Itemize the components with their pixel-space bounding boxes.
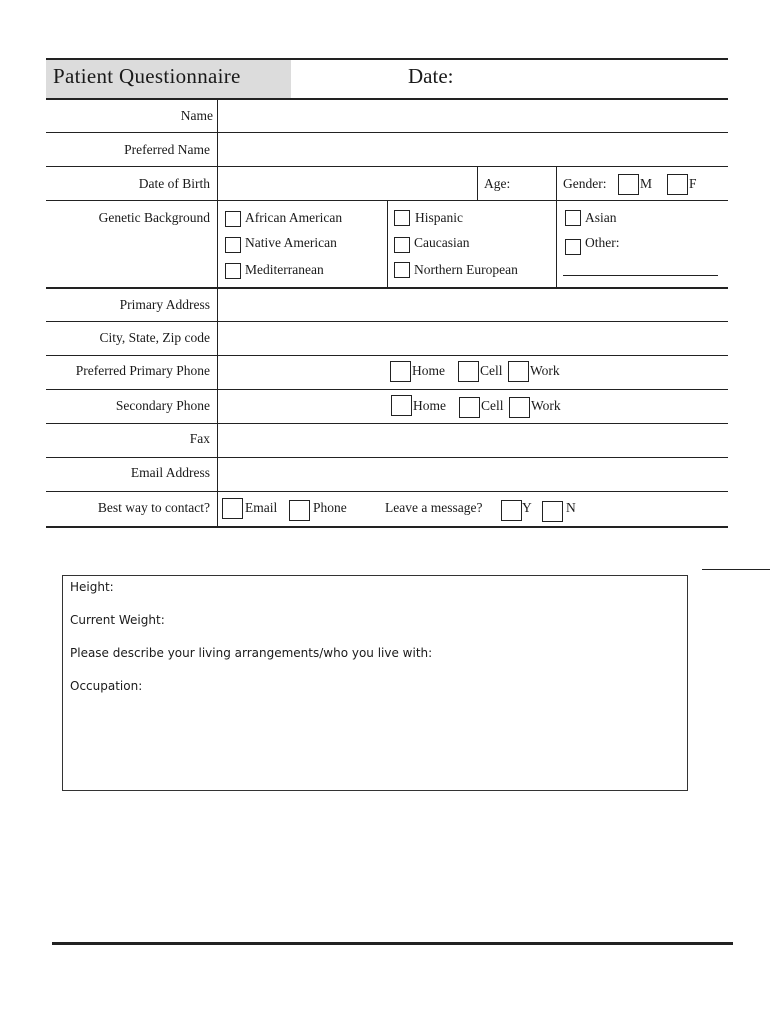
mediterranean-label: Mediterranean (245, 262, 324, 277)
row-divider (46, 355, 728, 356)
row-divider (46, 166, 728, 167)
best-way-contact-label: Best way to contact? (97, 500, 210, 515)
email-input[interactable] (219, 460, 725, 490)
leave-message-label: Leave a message? (385, 500, 483, 515)
native-american-label: Native American (245, 235, 337, 250)
row-divider (46, 321, 728, 322)
leave-message-yes-checkbox[interactable] (501, 500, 522, 521)
primary-phone-cell-checkbox[interactable] (458, 361, 479, 382)
date-label: Date: (408, 64, 454, 88)
occupation-label: Occupation: (70, 679, 143, 693)
secondary-phone-work-checkbox[interactable] (509, 397, 530, 418)
contact-email-label: Email (245, 500, 278, 515)
age-input[interactable] (516, 169, 554, 199)
row-divider (46, 457, 728, 458)
genetic-background-label: Genetic Background (98, 210, 210, 225)
secondary-phone-work-label: Work (531, 398, 561, 413)
gender-divider (556, 166, 557, 288)
page-title: Patient Questionnaire (53, 64, 241, 88)
native-american-checkbox[interactable] (225, 237, 241, 253)
contact-email-checkbox[interactable] (222, 498, 243, 519)
primary-address-input[interactable] (219, 290, 725, 320)
caucasian-label: Caucasian (414, 235, 470, 250)
primary-address-label: Primary Address (119, 297, 210, 312)
details-box (62, 575, 688, 791)
african-american-label: African American (245, 210, 343, 225)
row-divider (46, 423, 728, 424)
gender-f-checkbox[interactable] (667, 174, 688, 195)
row-divider (46, 132, 728, 133)
gender-m-checkbox[interactable] (618, 174, 639, 195)
secondary-phone-label: Secondary Phone (115, 398, 210, 413)
primary-phone-home-checkbox[interactable] (390, 361, 411, 382)
bottom-border (46, 526, 728, 528)
caucasian-checkbox[interactable] (394, 237, 410, 253)
contact-phone-label: Phone (313, 500, 347, 515)
preferred-name-input[interactable] (219, 135, 725, 165)
preferred-name-label: Preferred Name (124, 142, 210, 157)
primary-phone-label: Preferred Primary Phone (75, 363, 210, 378)
city-state-zip-input[interactable] (219, 324, 725, 354)
african-american-checkbox[interactable] (225, 211, 241, 227)
fax-input[interactable] (219, 426, 725, 456)
other-label: Other: (585, 235, 620, 250)
other-input[interactable] (563, 257, 718, 275)
contact-phone-checkbox[interactable] (289, 500, 310, 521)
gender-f-label: F (689, 176, 697, 191)
secondary-phone-input[interactable] (219, 392, 385, 422)
gender-label: Gender: (563, 176, 607, 191)
northern-european-label: Northern European (414, 262, 518, 277)
primary-phone-work-label: Work (530, 363, 560, 378)
northern-european-checkbox[interactable] (394, 262, 410, 278)
email-address-label: Email Address (130, 465, 210, 480)
age-divider (477, 166, 478, 200)
asian-checkbox[interactable] (565, 210, 581, 226)
details-textarea[interactable] (69, 698, 679, 784)
dob-input[interactable] (219, 169, 475, 199)
leave-message-yes-label: Y (522, 500, 532, 515)
primary-phone-cell-label: Cell (480, 363, 503, 378)
living-arrangements-label: Please describe your living arrangements/who you live with: (70, 646, 433, 660)
age-label: Age: (484, 176, 511, 191)
height-label: Height: (70, 580, 114, 594)
secondary-phone-home-label: Home (413, 398, 446, 413)
label-column-divider (217, 99, 218, 527)
top-border (46, 58, 728, 60)
header-divider (46, 98, 728, 100)
genetic-column-divider (387, 200, 388, 288)
hispanic-label: Hispanic (415, 210, 463, 225)
current-weight-label: Current Weight: (70, 613, 165, 627)
footer-rule (52, 942, 733, 945)
primary-phone-home-label: Home (412, 363, 445, 378)
secondary-phone-home-checkbox[interactable] (391, 395, 412, 416)
city-state-zip-label: City, State, Zip code (99, 330, 210, 345)
leave-message-no-checkbox[interactable] (542, 501, 563, 522)
secondary-phone-cell-label: Cell (481, 398, 504, 413)
gender-m-label: M (640, 176, 653, 191)
primary-phone-work-checkbox[interactable] (508, 361, 529, 382)
other-checkbox[interactable] (565, 239, 581, 255)
secondary-phone-cell-checkbox[interactable] (459, 397, 480, 418)
fax-label: Fax (189, 431, 210, 446)
row-divider (46, 389, 728, 390)
leave-message-no-label: N (566, 500, 576, 515)
name-input[interactable] (219, 101, 725, 131)
asian-label: Asian (585, 210, 617, 225)
row-divider (46, 491, 728, 492)
name-label: Name (180, 108, 213, 123)
date-input[interactable] (465, 64, 720, 94)
margin-line (702, 569, 770, 570)
dob-label: Date of Birth (138, 176, 210, 191)
hispanic-checkbox[interactable] (394, 210, 410, 226)
other-underline (563, 275, 718, 276)
mediterranean-checkbox[interactable] (225, 263, 241, 279)
primary-phone-input[interactable] (219, 358, 385, 388)
